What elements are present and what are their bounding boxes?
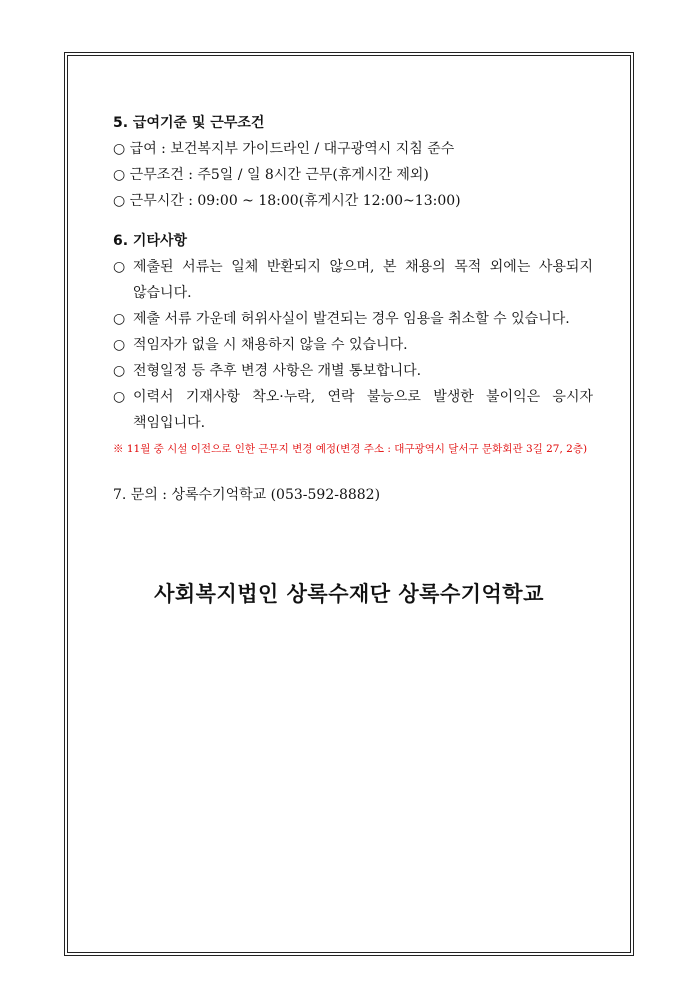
organization-name: 사회복지법인 상록수재단 상록수기억학교 bbox=[154, 582, 544, 606]
list-item-text: 전형일정 등 추후 변경 사항은 개별 통보합니다. bbox=[133, 363, 422, 379]
section-salary-conditions bbox=[113, 110, 593, 214]
section-heading: 5. 급여기준 및 근무조건 bbox=[113, 115, 265, 131]
list-item-work-hours: ○ 근무시간 : 09:00 ~ 18:00(휴게시간 12:00~13:00) bbox=[113, 193, 461, 209]
document-body bbox=[113, 110, 593, 508]
list-item bbox=[113, 254, 593, 306]
circle-bullet-icon: ○ bbox=[113, 311, 126, 327]
contact-info: 7. 문의 : 상록수기억학교 (053-592-8882) bbox=[113, 487, 381, 503]
list-item-work-conditions: ○ 근무조건 : 주5일 / 일 8시간 근무(휴게시간 제외) bbox=[113, 167, 429, 183]
circle-bullet-icon: ○ bbox=[113, 337, 126, 353]
list-item bbox=[113, 358, 593, 384]
circle-bullet-icon: ○ bbox=[113, 363, 126, 379]
list-item-text: 제출된 서류는 일체 반환되지 않으며, 본 채용의 목적 외에는 사용되지 않습니다. bbox=[133, 259, 593, 301]
circle-bullet-icon: ○ bbox=[113, 389, 126, 405]
circle-bullet-icon: ○ bbox=[113, 259, 126, 275]
section-other-notes bbox=[113, 228, 593, 460]
section-contact bbox=[113, 482, 593, 508]
relocation-notice: ※ 11월 중 시설 이전으로 인한 근무지 변경 예정(변경 주소 : 대구광역시 달서구 문화회관 3길 27, 2층) bbox=[113, 443, 588, 455]
list-item bbox=[113, 332, 593, 358]
list-item bbox=[113, 306, 593, 332]
list-item-text: 이력서 기재사항 착오·누락, 연락 불능으로 발생한 불이익은 응시자 책임입니다. bbox=[133, 389, 593, 431]
list-item-salary: ○ 급여 : 보건복지부 가이드라인 / 대구광역시 지침 준수 bbox=[113, 141, 455, 157]
list-item-text: 적임자가 없을 시 채용하지 않을 수 있습니다. bbox=[133, 337, 408, 353]
section-heading: 6. 기타사항 bbox=[113, 233, 188, 249]
list-item bbox=[113, 384, 593, 436]
list-item-text: 제출 서류 가운데 허위사실이 발견되는 경우 임용을 취소할 수 있습니다. bbox=[133, 311, 570, 327]
